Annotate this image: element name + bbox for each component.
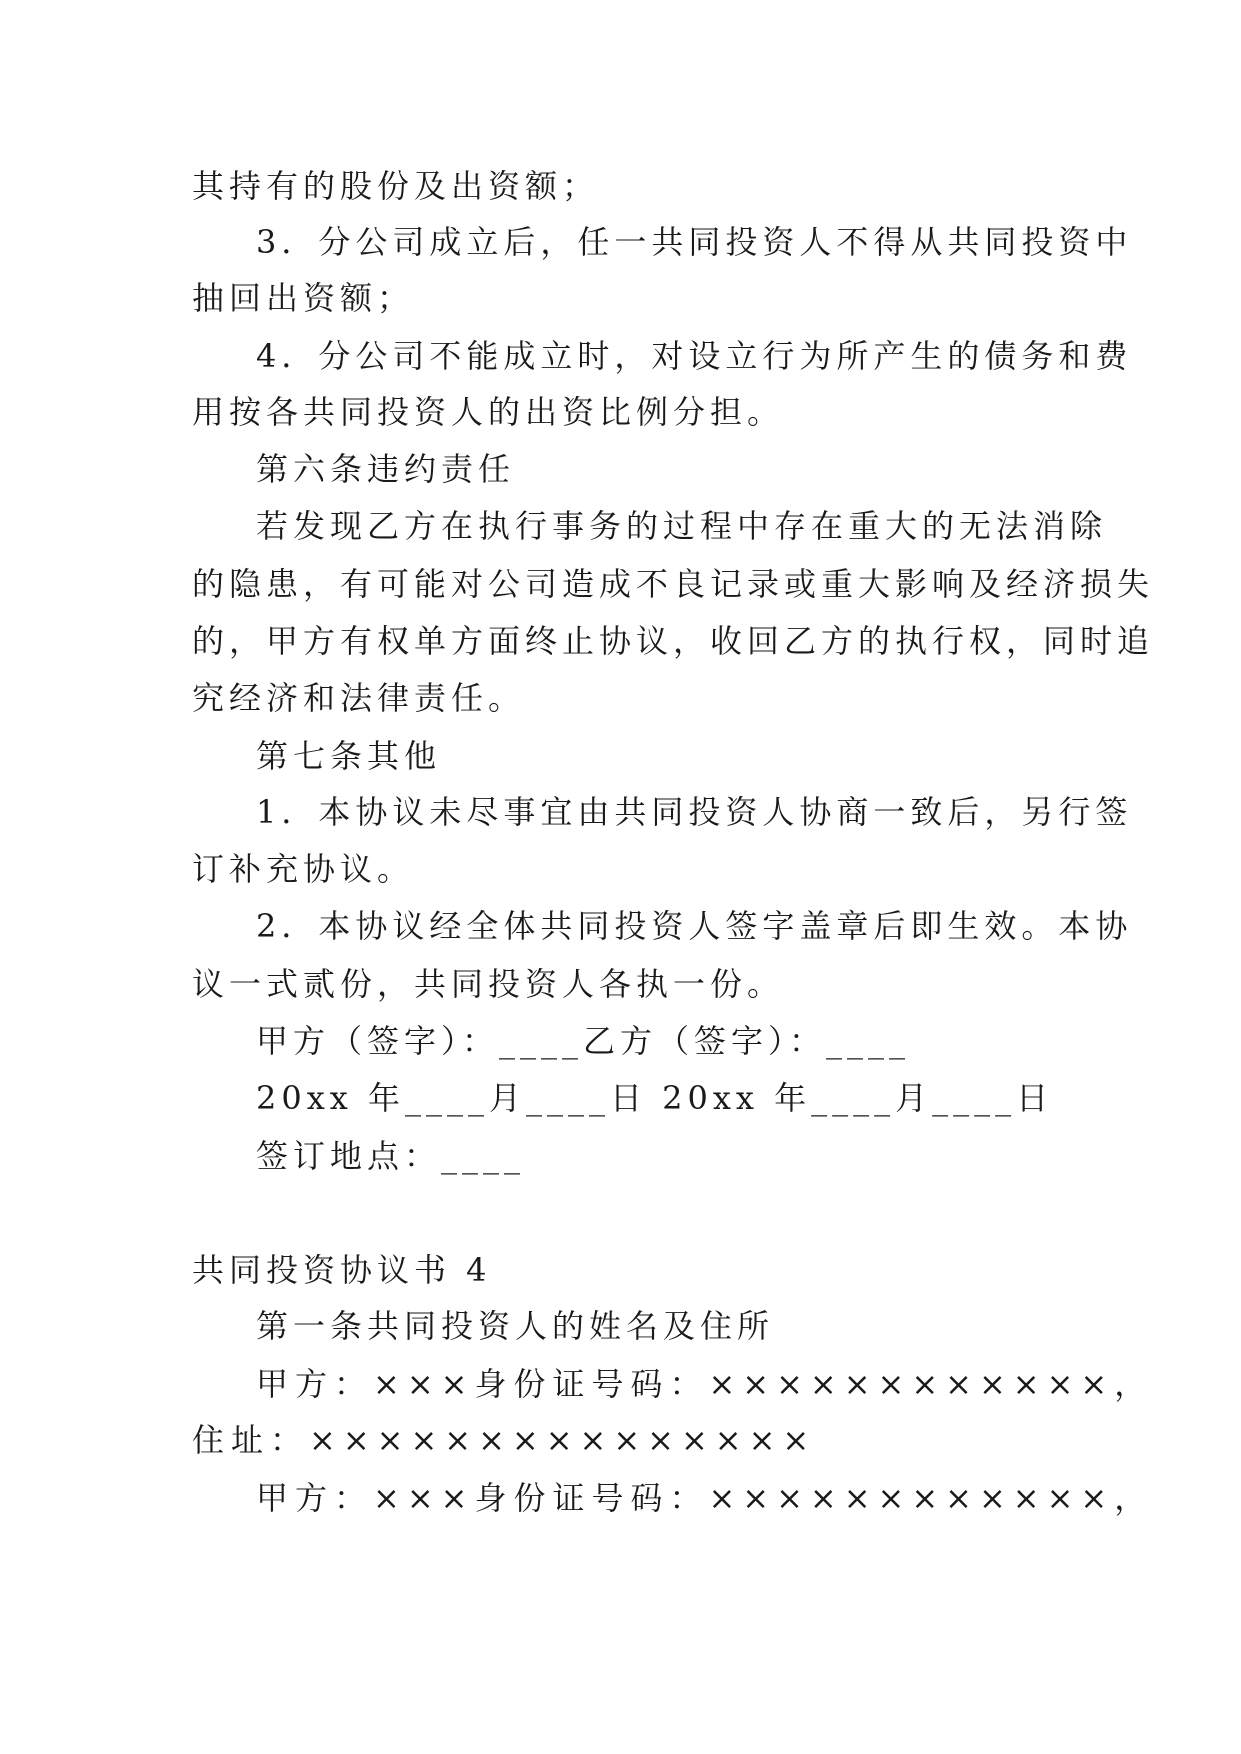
party-line: 甲方：×××身份证号码：××××××××××××，	[256, 1479, 1154, 1517]
paragraph-line: 的隐患，有可能对公司造成不良记录或重大影响及经济损失	[192, 565, 1155, 603]
paragraph-line: 究经济和法律责任。	[192, 679, 526, 717]
paragraph-line: 的，甲方有权单方面终止协议，收回乙方的执行权，同时追	[192, 622, 1155, 660]
paragraph-line: 议一式贰份，共同投资人各执一份。	[192, 965, 785, 1003]
section-heading: 第一条共同投资人的姓名及住所	[256, 1307, 775, 1345]
party-line: 甲方：×××身份证号码：××××××××××××，	[256, 1365, 1154, 1403]
paragraph-line: 3．分公司成立后，任一共同投资人不得从共同投资中	[256, 223, 1133, 261]
address-line: 住址：×××××××××××××××	[192, 1421, 817, 1459]
section-heading: 第六条违约责任	[256, 450, 516, 488]
paragraph-line: 订补充协议。	[192, 850, 415, 888]
paragraph-line: 用按各共同投资人的出资比例分担。	[192, 393, 785, 431]
paragraph-line: 4．分公司不能成立时，对设立行为所产生的债务和费	[256, 337, 1133, 375]
document-title: 共同投资协议书 4	[192, 1251, 492, 1289]
signing-place-line: 签订地点：____	[256, 1137, 526, 1175]
paragraph-line: 抽回出资额；	[192, 279, 415, 317]
date-line: 20xx 年____月____日 20xx 年____月____日	[256, 1079, 1054, 1117]
paragraph-line: 若发现乙方在执行事务的过程中存在重大的无法消除	[256, 507, 1108, 545]
signature-line: 甲方（签字）：____乙方（签字）：____	[256, 1022, 911, 1060]
paragraph-line: 其持有的股份及出资额；	[192, 167, 600, 205]
paragraph-line: 2．本协议经全体共同投资人签字盖章后即生效。本协	[256, 907, 1133, 945]
paragraph-line: 1．本协议未尽事宜由共同投资人协商一致后，另行签	[256, 793, 1133, 831]
section-heading: 第七条其他	[256, 737, 442, 775]
